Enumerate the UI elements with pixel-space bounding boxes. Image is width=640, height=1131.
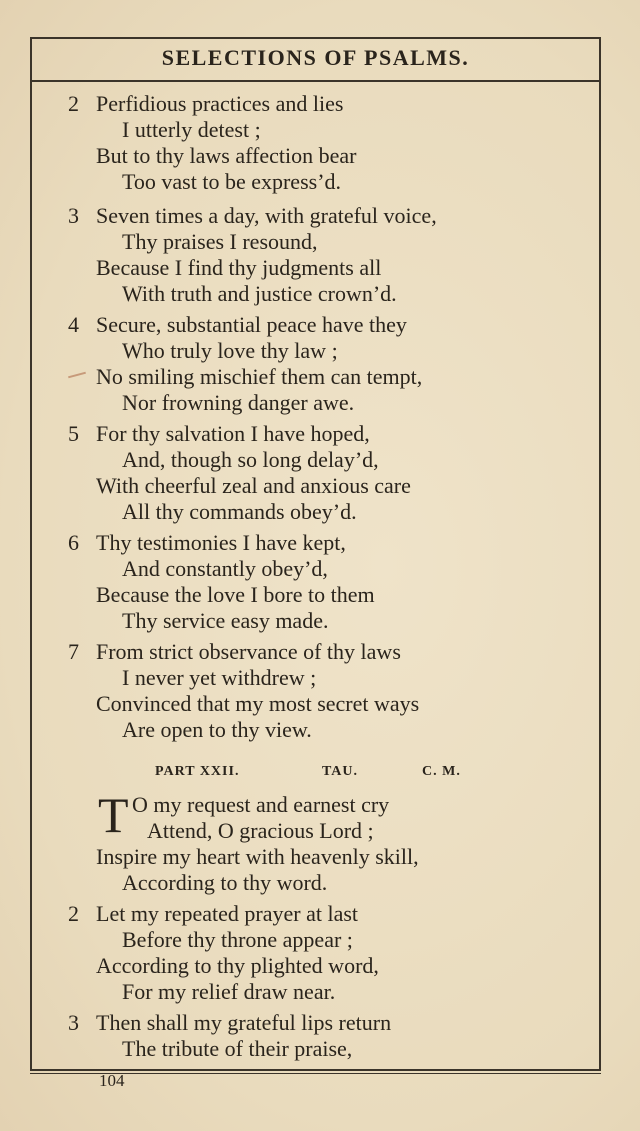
verse-line: Thy service easy made. <box>122 608 329 633</box>
verse-number: 3 <box>68 1010 79 1035</box>
verse-line: Convinced that my most secret ways <box>96 691 420 716</box>
verse-line: All thy commands obey’d. <box>122 499 357 524</box>
verse-number: 7 <box>68 639 79 664</box>
verse-line: According to thy word. <box>122 870 328 895</box>
page-number: 104 <box>99 1071 125 1090</box>
verse-number: 4 <box>68 312 79 337</box>
verse-line: Are open to thy view. <box>122 717 312 742</box>
verse-line: I never yet withdrew ; <box>122 665 317 690</box>
verse-number: 2 <box>68 901 79 926</box>
verse-line: Let my repeated prayer at last <box>96 901 359 926</box>
verse-line: Because the love I bore to them <box>96 582 375 607</box>
header-rule <box>32 80 599 82</box>
verse-line: No smiling mischief them can tempt, <box>96 364 423 389</box>
verse-number: 2 <box>68 91 79 116</box>
verse-line: Secure, substantial peace have they <box>96 312 407 337</box>
verse-line: Thy testimonies I have kept, <box>96 530 346 555</box>
verse-line: O my request and earnest cry <box>132 792 390 817</box>
verse-line: With truth and justice crown’d. <box>122 281 397 306</box>
verse-line: And, though so long delay’d, <box>122 447 379 472</box>
verse-line: Then shall my grateful lips return <box>96 1010 392 1035</box>
part-name: TAU. <box>322 764 359 779</box>
drop-cap: T <box>98 787 129 843</box>
verse-line: Seven times a day, with grateful voice, <box>96 203 437 228</box>
verse-line: And constantly obey’d, <box>122 556 328 581</box>
verse-line: Too vast to be express’d. <box>122 169 342 194</box>
verse-line: With cheerful zeal and anxious care <box>96 473 411 498</box>
verse-line: Who truly love thy law ; <box>122 338 338 363</box>
verse-line: I utterly detest ; <box>122 117 261 142</box>
verse-line: Nor frowning danger awe. <box>122 390 355 415</box>
verse-line: For thy salvation I have hoped, <box>96 421 370 446</box>
verse-line: Inspire my heart with heavenly skill, <box>96 844 419 869</box>
verse-line: Thy praises I resound, <box>122 229 318 254</box>
verse-line: According to thy plighted word, <box>96 953 379 978</box>
verse-line: Because I find thy judgments all <box>96 255 382 280</box>
part-meter: C. M. <box>422 764 461 779</box>
verse-number: 5 <box>68 421 79 446</box>
verse-line: For my relief draw near. <box>122 979 336 1004</box>
verse-line: Before thy throne appear ; <box>122 927 353 952</box>
verse-number: 3 <box>68 203 79 228</box>
part-number: PART XXII. <box>155 764 240 779</box>
verse-line: From strict observance of thy laws <box>96 639 401 664</box>
verse-line: But to thy laws affection bear <box>96 143 357 168</box>
verse-line: The tribute of their praise, <box>122 1036 353 1061</box>
verse-line: Attend, O gracious Lord ; <box>147 818 374 843</box>
verse-line: Perfidious practices and lies <box>96 91 344 116</box>
running-head: SELECTIONS OF PSALMS. <box>161 45 470 70</box>
verse-number: 6 <box>68 530 79 555</box>
